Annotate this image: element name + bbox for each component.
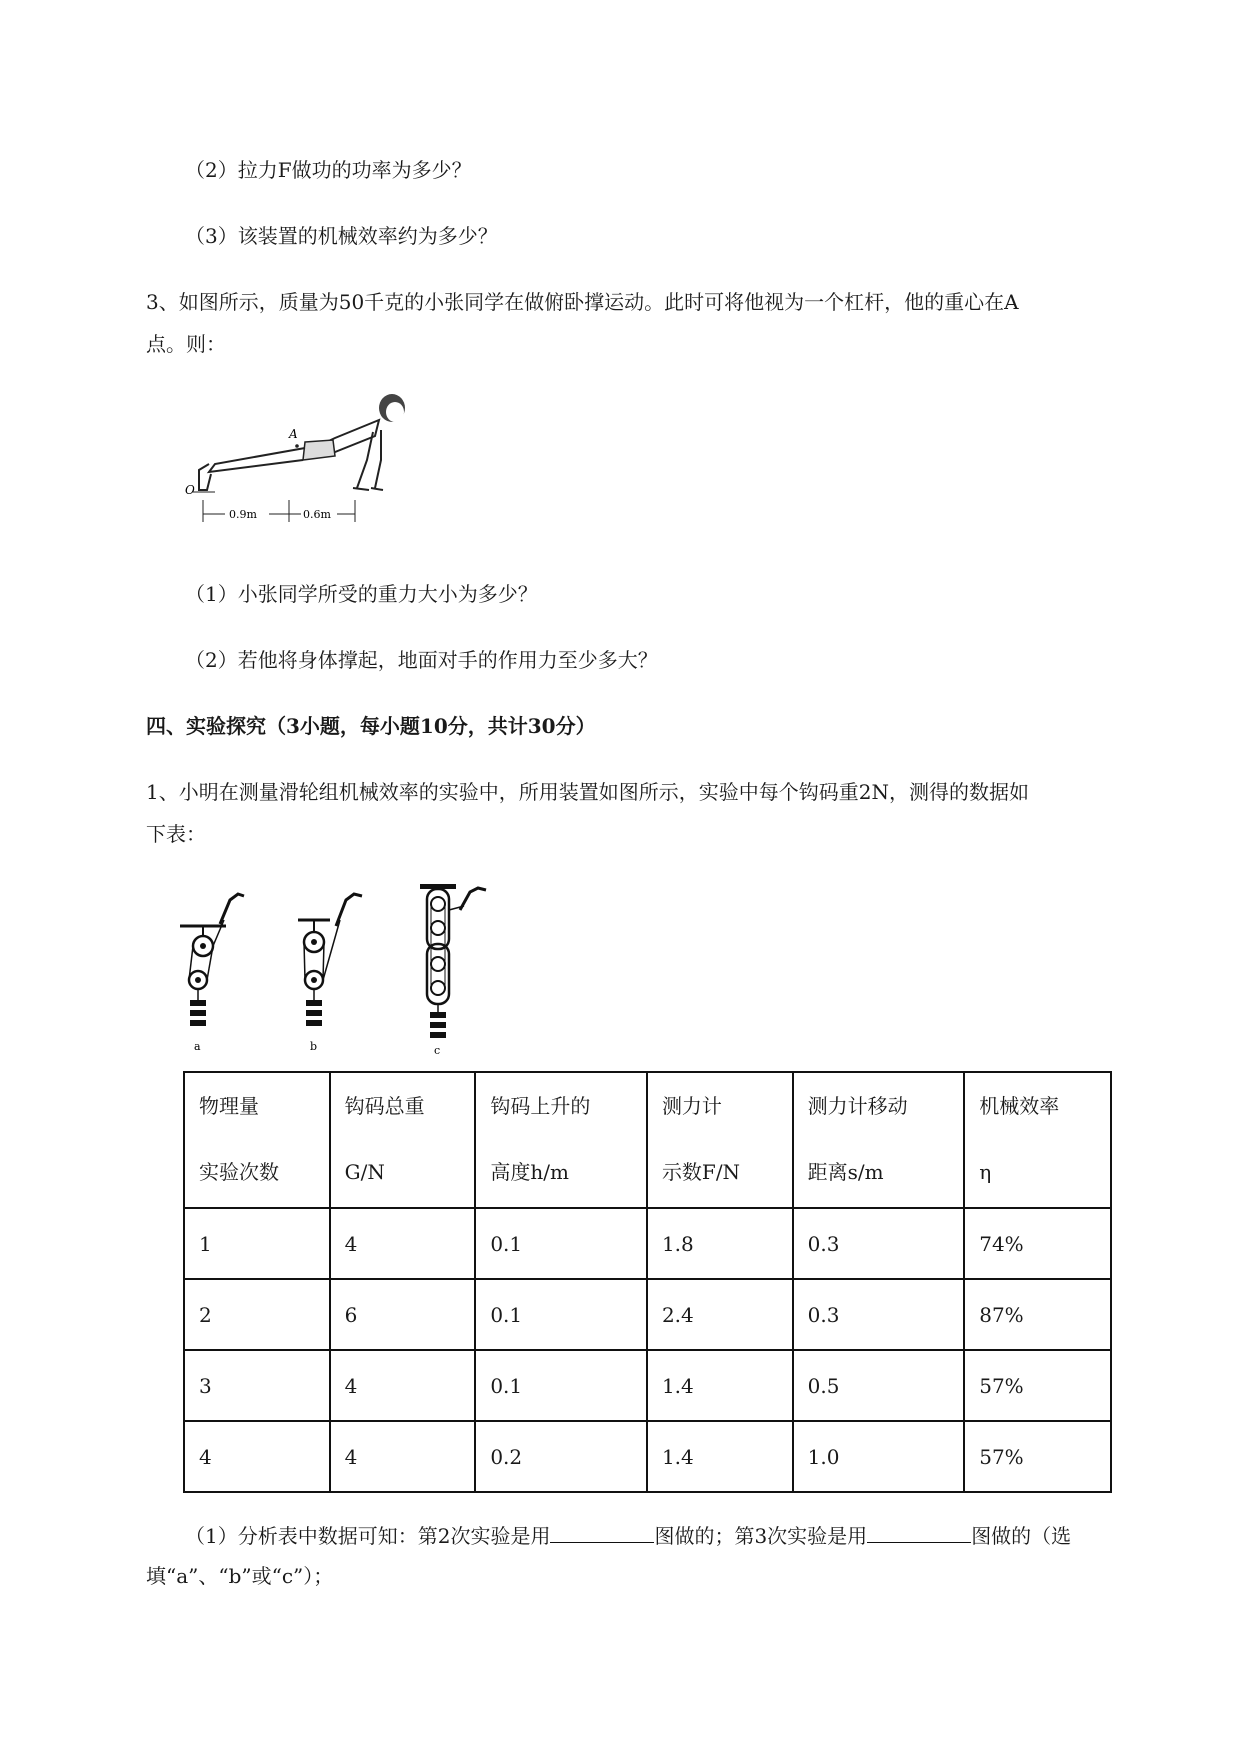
table-cell: 57% <box>964 1350 1111 1421</box>
experiment-1-line2: 下表： <box>146 822 206 846</box>
dim-left-label: 0.9m <box>229 508 257 521</box>
table-header-cell: 机械效率 η <box>964 1072 1111 1208</box>
table-cell: 74% <box>964 1208 1111 1279</box>
table-header-row <box>184 1072 1111 1208</box>
table-cell: 4 <box>330 1421 476 1492</box>
table-cell: 0.5 <box>793 1350 965 1421</box>
table-row <box>184 1279 1111 1350</box>
table-row <box>184 1350 1111 1421</box>
table-cell: 0.1 <box>475 1350 647 1421</box>
table-header-cell: 钩码上升的 高度h/m <box>475 1072 647 1208</box>
data-table <box>183 1071 1112 1493</box>
question-2-2: （2）拉力F做功的功率为多少？ <box>185 158 472 182</box>
experiment-1-question-1-line2: 填“a”、“b”或“c”）； <box>146 1564 334 1588</box>
question-3-2: （2）若他将身体撑起，地面对手的作用力至少多大？ <box>185 648 658 672</box>
label-b: b <box>310 1040 318 1053</box>
dim-right-label: 0.6m <box>303 508 331 521</box>
pulley-setup-b <box>298 894 362 1053</box>
table-cell: 1.4 <box>647 1421 793 1492</box>
table-row <box>184 1421 1111 1492</box>
table-cell: 0.2 <box>475 1421 647 1492</box>
table-cell: 4 <box>184 1421 330 1492</box>
label-c: c <box>434 1044 441 1057</box>
table-row <box>184 1208 1111 1279</box>
table-cell: 6 <box>330 1279 476 1350</box>
label-o: O <box>185 483 195 497</box>
table-cell: 1.0 <box>793 1421 965 1492</box>
table-header-cell: 测力计移动 距离s/m <box>793 1072 965 1208</box>
section-4-heading: 四、实验探究（3小题，每小题10分，共计30分） <box>146 714 596 738</box>
table-cell: 4 <box>330 1208 476 1279</box>
table-header-cell: 钩码总重 G/N <box>330 1072 476 1208</box>
question-2-3: （3）该装置的机械效率约为多少？ <box>185 224 498 248</box>
table-header-cell: 测力计 示数F/N <box>647 1072 793 1208</box>
q1-text-part2: 图做的；第3次实验是用 <box>654 1524 868 1548</box>
table-cell: 87% <box>964 1279 1111 1350</box>
table-cell: 3 <box>184 1350 330 1421</box>
pulley-figure <box>180 880 500 1060</box>
pushup-figure <box>185 390 415 530</box>
label-a: a <box>194 1040 201 1053</box>
question-3-1: （1）小张同学所受的重力大小为多少？ <box>185 582 538 606</box>
table-cell: 2 <box>184 1279 330 1350</box>
answer-blank-1[interactable] <box>550 1520 654 1543</box>
question-3-line2: 点。则： <box>146 332 226 356</box>
table-cell: 4 <box>330 1350 476 1421</box>
experiment-1-line1: 1、小明在测量滑轮组机械效率的实验中，所用装置如图所示，实验中每个钩码重2N，测得的数据如 <box>146 780 1029 804</box>
table-cell: 0.3 <box>793 1279 965 1350</box>
table-cell: 1 <box>184 1208 330 1279</box>
q1-text-part3: 图做的（选 <box>971 1524 1072 1548</box>
table-cell: 0.1 <box>475 1208 647 1279</box>
table-cell: 1.4 <box>647 1350 793 1421</box>
pulley-setup-c <box>420 884 486 1057</box>
answer-blank-2[interactable] <box>867 1520 971 1543</box>
q1-text-part1: （1）分析表中数据可知：第2次实验是用 <box>185 1524 551 1548</box>
label-a: A <box>289 427 298 441</box>
table-cell: 0.1 <box>475 1279 647 1350</box>
table-cell: 1.8 <box>647 1208 793 1279</box>
table-header-cell: 物理量 实验次数 <box>184 1072 330 1208</box>
question-3-line1: 3、如图所示，质量为50千克的小张同学在做俯卧撑运动。此时可将他视为一个杠杆，他的重心在A <box>146 290 1019 314</box>
experiment-1-question-1 <box>185 1520 1071 1550</box>
pulley-setup-a <box>180 894 244 1053</box>
table-cell: 57% <box>964 1421 1111 1492</box>
table-cell: 0.3 <box>793 1208 965 1279</box>
table-cell: 2.4 <box>647 1279 793 1350</box>
